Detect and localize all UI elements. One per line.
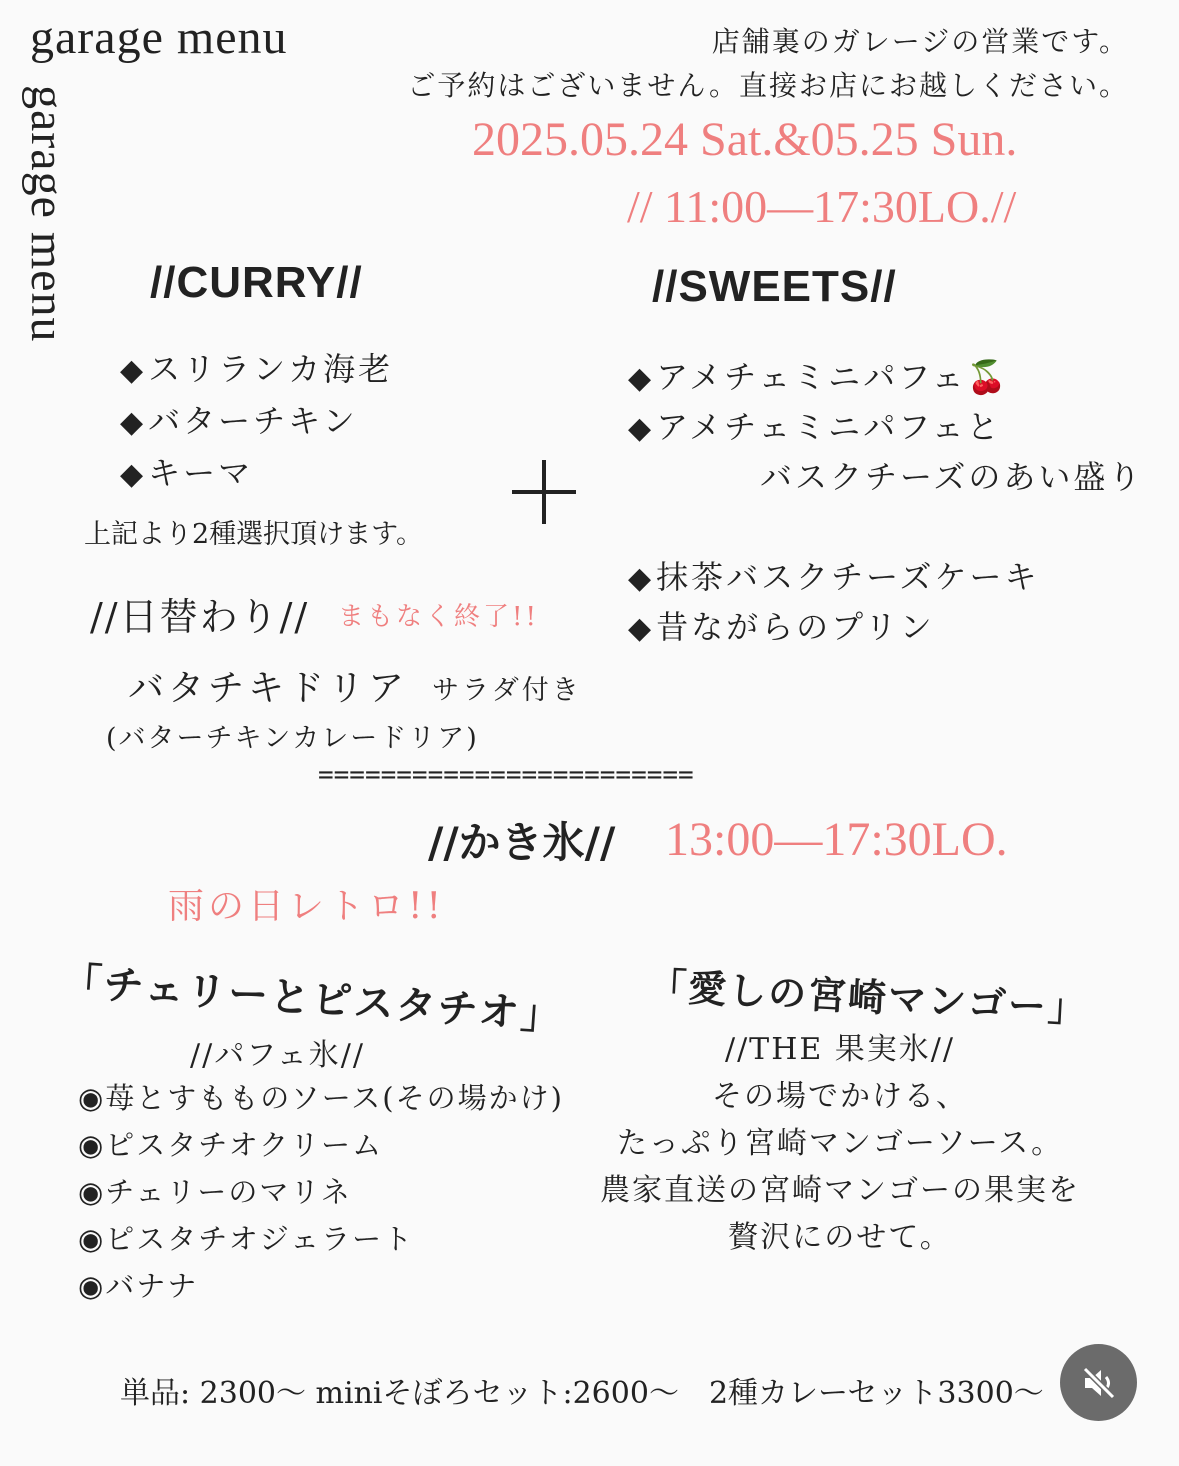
mango-title: 「愛しの宮崎マンゴー」 <box>647 963 1089 1031</box>
curry-heading: //CURRY// <box>150 258 363 307</box>
daily-dish-extra: サラダ付き <box>432 675 582 706</box>
mango-line: //THE 果実氷// <box>724 1032 956 1067</box>
mango-line: 農家直送の宮崎マンゴーの果実を <box>600 1173 1080 1208</box>
diamond-icon: ◆ <box>628 411 655 446</box>
mango-line: 贅沢にのせて。 <box>728 1220 952 1255</box>
parfait-item: ◉苺とすもものソース(その場かけ) <box>78 1081 564 1115</box>
price-list: 単品: 2300〜 miniそぼろセット:2600〜 2種カレーセット3300〜 <box>120 1376 1044 1411</box>
daily-heading: //日替わり// <box>90 595 310 639</box>
rainy-day-note: 雨の日レトロ!! <box>168 886 445 927</box>
ending-soon-badge: まもなく終了!! <box>338 602 539 632</box>
diamond-icon: ◆ <box>628 361 655 396</box>
sweets-item: ◆昔ながらのプリン <box>628 608 935 646</box>
diamond-icon: ◆ <box>628 561 655 596</box>
parfait-subtitle: //パフェ氷// <box>190 1038 365 1073</box>
muted-speaker-icon <box>1079 1363 1119 1403</box>
diamond-icon: ◆ <box>120 457 147 492</box>
sweets-item: ◆アメチェミニパフェと <box>628 408 1002 446</box>
notice-line-2: ご予約はございません。直接お店にお越しください。 <box>407 69 1129 102</box>
mango-description <box>590 1026 1090 1261</box>
curry-item: ◆バターチキン <box>120 402 358 440</box>
cherry-pistachio-title: 「チェリーとピスタチオ」 <box>60 958 565 1040</box>
kakigori-time: 13:00—17:30LO. <box>665 813 1008 866</box>
kakigori-heading: //かき氷// <box>428 818 616 867</box>
diamond-icon: ◆ <box>628 611 655 646</box>
sweets-item-continued: バスクチーズのあい盛り <box>760 458 1144 496</box>
diamond-icon: ◆ <box>120 405 147 440</box>
sweets-item: ◆アメチェミニパフェ🍒 <box>628 358 1010 396</box>
parfait-item: ◉ピスタチオジェラート <box>78 1222 415 1256</box>
page-title: garage menu <box>30 11 288 64</box>
diamond-icon: ◆ <box>120 353 147 388</box>
parfait-item: ◉ピスタチオクリーム <box>78 1128 384 1162</box>
daily-dish-note: (バターチキンカレードリア) <box>106 723 479 754</box>
mango-line: その場でかける、 <box>712 1079 968 1114</box>
plus-icon <box>512 460 576 524</box>
curry-item: ◆スリランカ海老 <box>120 350 394 388</box>
parfait-item: ◉バナナ <box>78 1269 199 1303</box>
event-hours: // 11:00—17:30LO.// <box>627 181 1017 232</box>
sweets-item: ◆抹茶バスクチーズケーキ <box>628 558 1040 596</box>
mango-line: たっぷり宮崎マンゴーソース。 <box>616 1126 1064 1161</box>
daily-dish: バタチキドリア <box>128 668 409 709</box>
divider: ======================== <box>318 760 694 790</box>
parfait-item: ◉チェリーのマリネ <box>78 1175 352 1209</box>
curry-item: ◆キーマ <box>120 454 254 492</box>
event-dates: 2025.05.24 Sat.&05.25 Sun. <box>472 113 1018 166</box>
curry-note: 上記より2種選択頂けます。 <box>84 519 424 550</box>
vertical-title: garage menu <box>21 85 74 343</box>
sweets-heading: //SWEETS// <box>652 262 897 311</box>
mute-button[interactable] <box>1060 1344 1137 1421</box>
notice-line-1: 店舗裏のガレージの営業です。 <box>711 25 1129 58</box>
